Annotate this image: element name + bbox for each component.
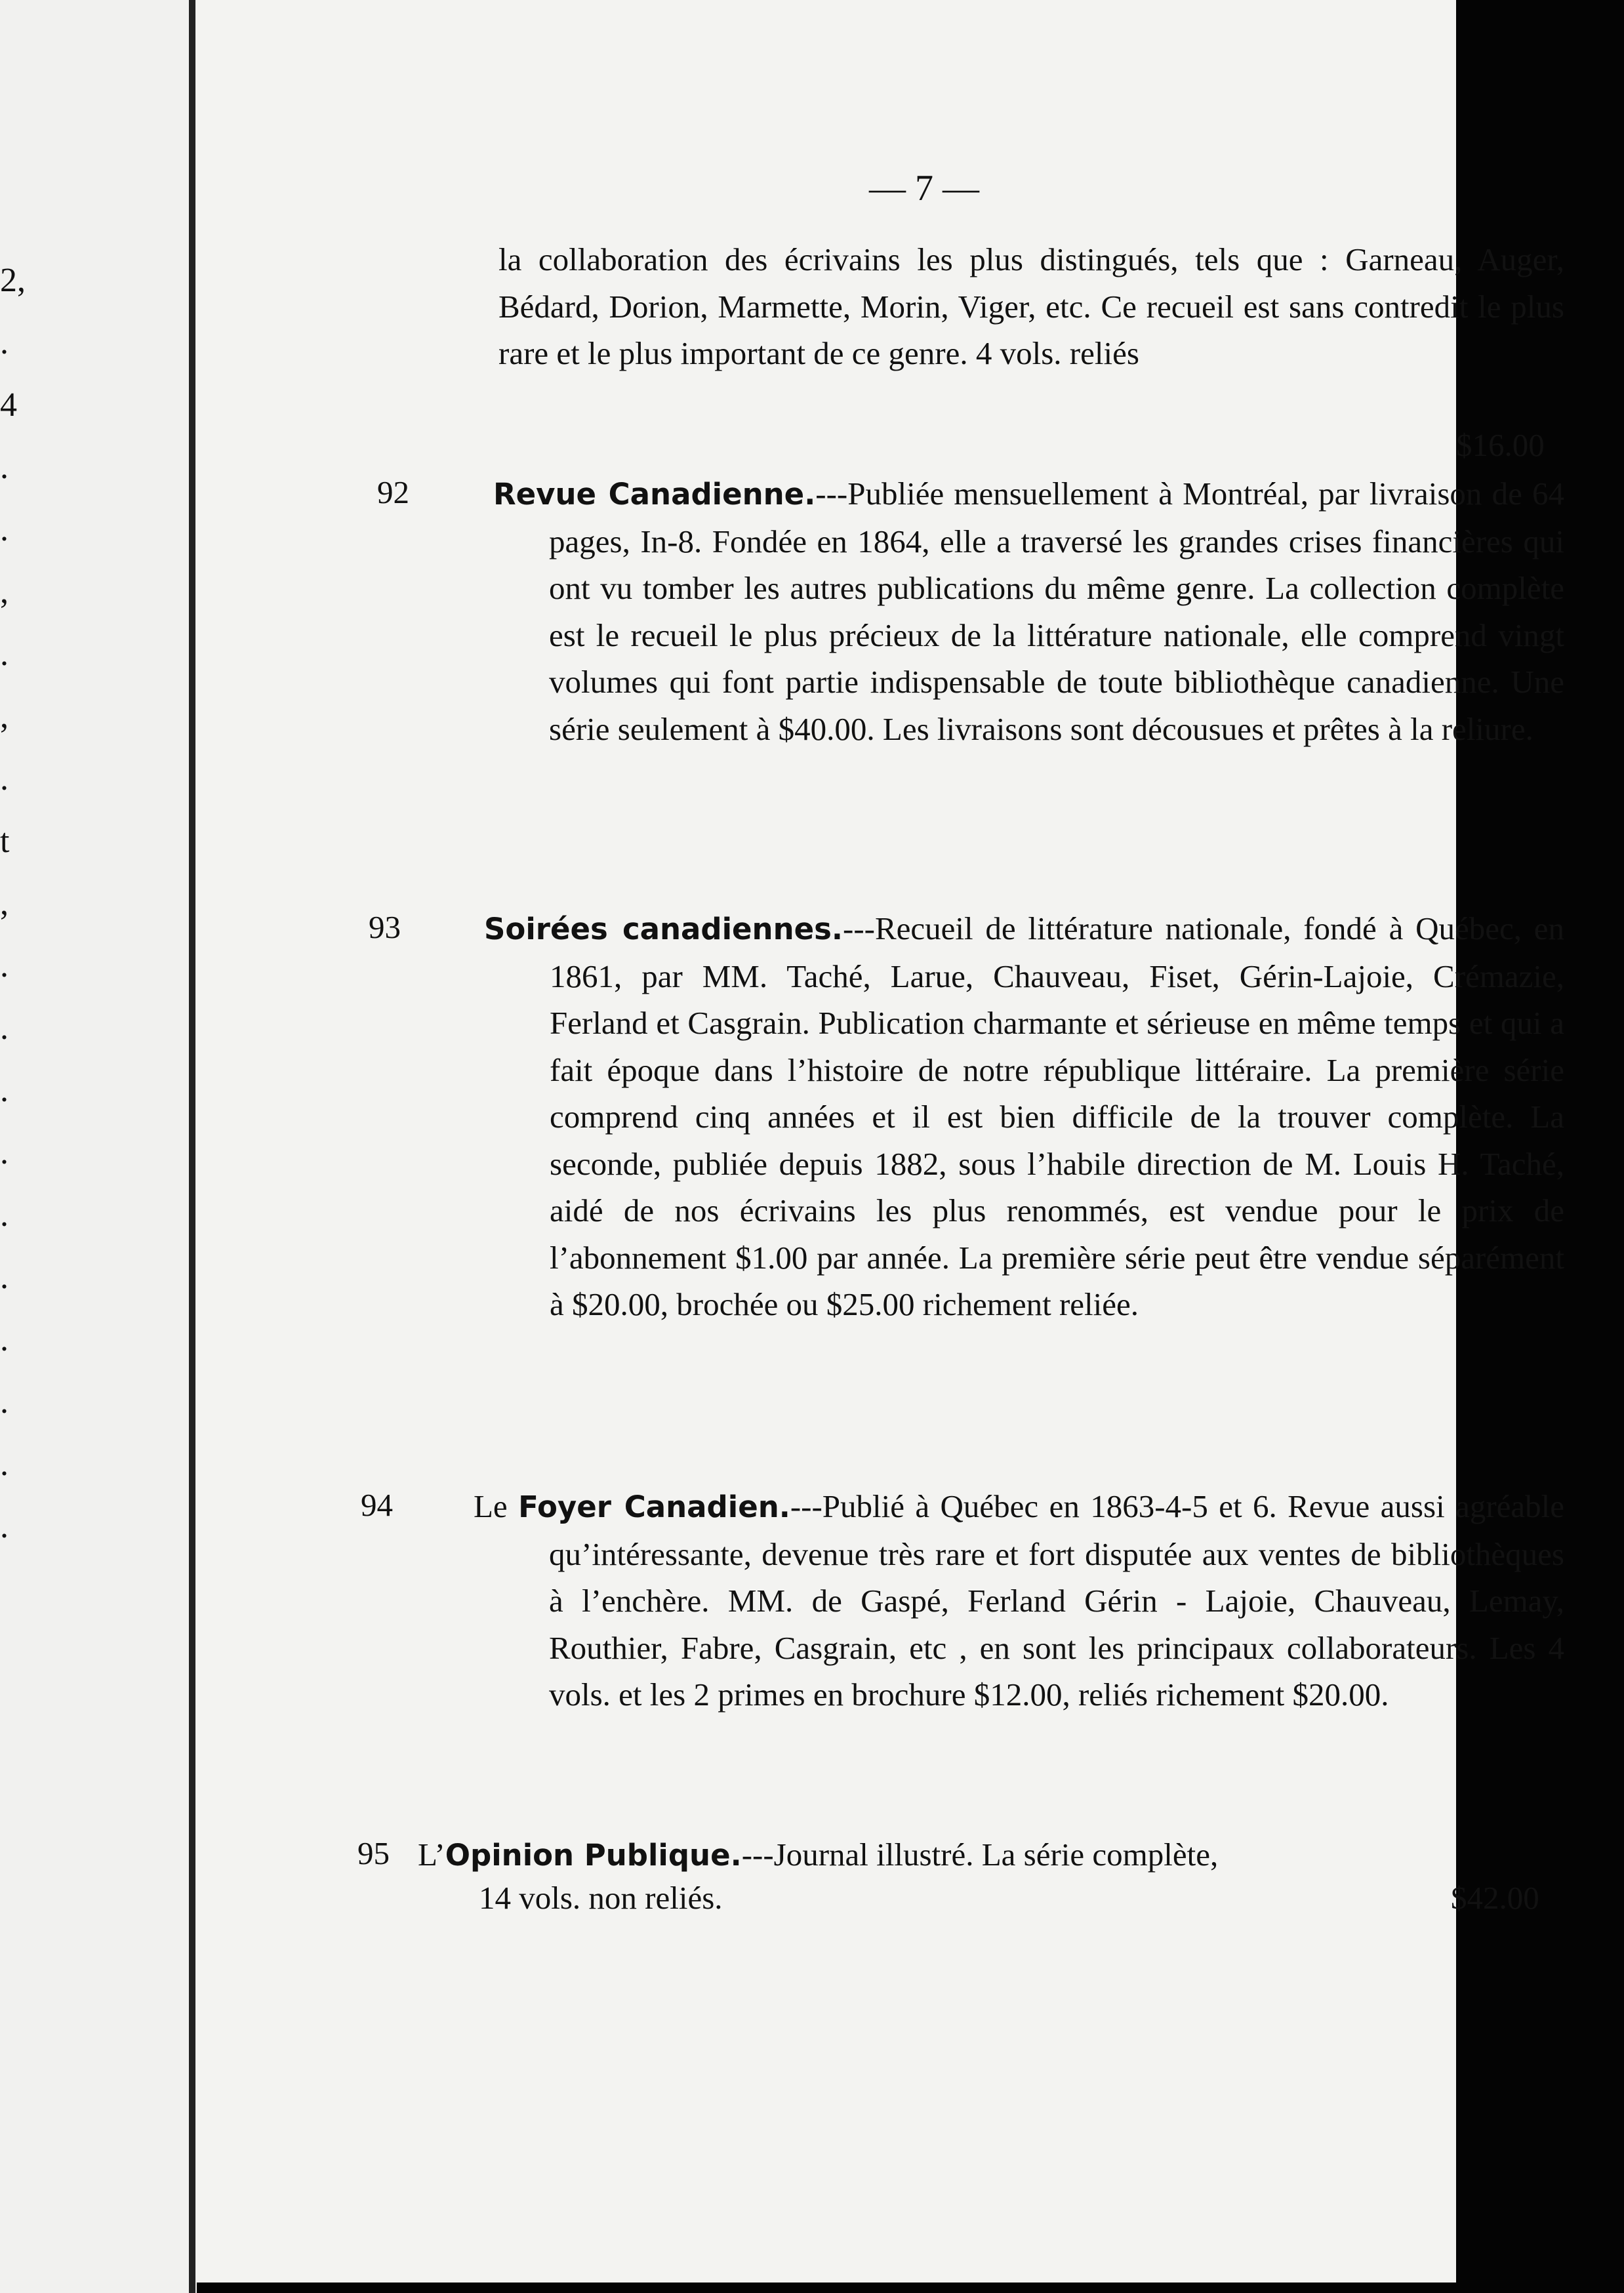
- page-fold: [189, 0, 195, 2293]
- entry-title: Revue Canadienne.: [493, 477, 816, 512]
- margin-mark: .: [0, 511, 9, 548]
- margin-marks: [0, 249, 26, 1558]
- entry-95-price: $42.00: [1451, 1880, 1539, 1916]
- entry-title: Soirées canadiennes.: [484, 912, 843, 946]
- entry-95-line2: 14 vols. non reliés.: [479, 1880, 723, 1916]
- margin-mark: .: [0, 1446, 9, 1483]
- entry-body: ---Recueil de littérature nationale, fondé à Québec, en 1861, par MM. Taché, Larue, Chauveau, Fiset, Gérin-Lajoie, Crémazie, Ferland et Casgrain. Publication charmante et sérieuse en même temps et qui a fait époque dans l’histoire de notre république littéraire. La première série comprend cinq années et il est bien difficile de la trouver complète. La seconde, publiée depuis 1882, sous l’habile direction de M. Louis H. Taché, aidé de nos écrivains les plus renommés, est vendue pour le prix de l’abonnement $1.00 par année. La première série peut être vendue séparément à $20.00, brochée ou $25.00 richement reliée.: [550, 910, 1564, 1322]
- margin-mark: .: [0, 1383, 9, 1421]
- margin-mark: .: [0, 947, 9, 984]
- margin-mark: ,: [0, 698, 9, 735]
- page-number: — 7 —: [869, 168, 979, 209]
- entry-body: ---Publiée mensuellement à Montréal, par livraison de 64 pages, In-8. Fondée en 1864, elle a traversé les grandes crises financières qui ont vu tomber les autres publications du même genre. La collection complète est le recueil le plus précieux de la littérature nationale, elle comprend vingt volumes qui font partie indispensable de toute bibliothèque canadienne. Une série seulement à $40.00. Les livraisons sont décousues et prêtes à la reliure.: [549, 476, 1564, 747]
- previous-page-margin: [0, 0, 197, 2293]
- margin-mark: 4: [0, 386, 17, 424]
- entry-94: [474, 1483, 1564, 1718]
- entry-number-93: 93: [369, 909, 401, 945]
- margin-mark: .: [0, 1072, 9, 1109]
- margin-mark: .: [0, 449, 9, 486]
- entry-95: [418, 1831, 1564, 1879]
- entry-92: [493, 470, 1564, 752]
- entry-93: [484, 905, 1564, 1328]
- margin-mark: .: [0, 1196, 9, 1234]
- entry-number-94: 94: [361, 1487, 393, 1523]
- entry-number-95: 95: [357, 1835, 390, 1871]
- margin-mark: .: [0, 1321, 9, 1358]
- entry-title: Opinion Publique.: [445, 1838, 742, 1873]
- margin-mark: ,: [0, 573, 9, 611]
- margin-mark: 2,: [0, 262, 26, 299]
- margin-mark: .: [0, 636, 9, 673]
- margin-mark: t: [0, 822, 10, 860]
- margin-mark: .: [0, 1134, 9, 1171]
- continuation-price: $16.00: [1456, 427, 1545, 463]
- margin-mark: .: [0, 1508, 9, 1545]
- margin-mark: .: [0, 1259, 9, 1296]
- entry-body: ---Publié à Québec en 1863-4-5 et 6. Revue aussi agréable qu’intéressante, devenue très rare et fort disputée aux ventes de bibliothèques à l’enchère. MM. de Gaspé, Ferland Gérin - Lajoie, Chauveau, Lemay, Routhier, Fabre, Casgrain, etc , en sont les principaux collaborateurs. Les 4 vols. et les 2 primes en brochure $12.00, reliés richement $20.00.: [549, 1488, 1564, 1713]
- margin-mark: .: [0, 1009, 9, 1047]
- page: [197, 0, 1564, 2283]
- entry-prefix: Le: [474, 1488, 519, 1524]
- entry-prefix: L’: [418, 1836, 445, 1873]
- margin-mark: .: [0, 324, 9, 361]
- continuation-paragraph: la collaboration des écrivains les plus distingués, tels que : Garneau, Auger, Bédard, Dorion, Marmette, Morin, Viger, etc. Ce recueil est sans contredit le plus rare et le plus important de ce genre. 4 vols. reliés: [498, 241, 1564, 371]
- margin-mark: .: [0, 760, 9, 798]
- entry-title: Foyer Canadien.: [518, 1490, 790, 1524]
- entry-body: ---Journal illustré. La série complète,: [741, 1836, 1219, 1873]
- entry-number-92: 92: [377, 474, 409, 510]
- margin-mark: ,: [0, 885, 9, 922]
